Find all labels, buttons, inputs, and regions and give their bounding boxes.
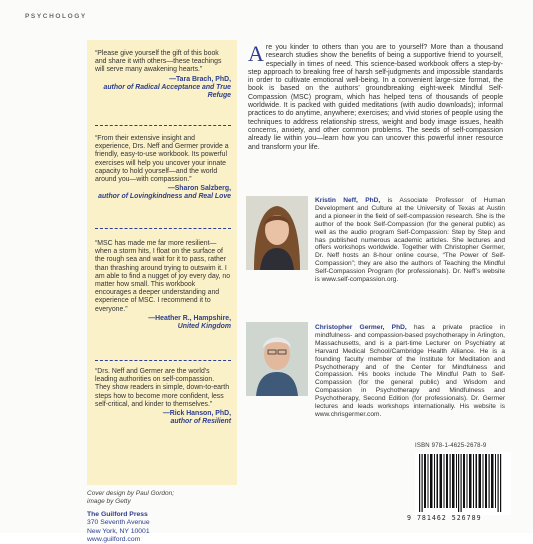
description-text: re you kinder to others than you are to yourself? More than a thousand research studies show the benefits of being a supportive friend to yourself, especially in times of need. This science-based workbook offers a step-by-step approach to breaking free of harsh self-judgments and impossible standards in order to cultivate emotional well-being. In a convenient large-size format, the book is based on the authors’ groundbreaking eight-week Mindful Self-Compassion (MSC) program, which has helped tens of thousands of people worldwide. It is packed with guided meditations (with audio downloads); informal practices to do anytime, anywhere; exercises; and vivid stories of people using the techniques to address relationship stress, weight and body image issues, health concerns, anxiety, and other common problems. The seeds of self-compassion already lie within you—learn how you can uncover this powerful inner resource and transform your life.: [248, 44, 503, 151]
endorsement-quote: [95, 135, 231, 202]
cover-credit-line: Cover design by Paul Gordon;: [87, 490, 175, 497]
author-photo-neff: [246, 196, 308, 270]
isbn-label: ISBN 978-1-4625-2678-9: [415, 443, 487, 449]
quote-attribution: —Sharon Salzberg,: [167, 185, 231, 193]
publisher-name: The Guilford Press: [87, 511, 148, 518]
book-description: [248, 41, 503, 152]
quote-divider: [95, 125, 231, 126]
category-label: PSYCHOLOGY: [25, 13, 87, 20]
cover-credit-line: image by Getty: [87, 498, 131, 505]
quote-attribution-detail: author of Radical Acceptance and True Refuge: [103, 83, 231, 100]
author-bio-text: is Associate Professor of Human Development and Culture at the University of Texas at Austin and a pioneer in the field of self-compassion research. She is the author of the book Self-Compassion (for the general public) as well as the audio program Self-Compassion: Step by Step and has published numerous academic articles. She lectures and offers workshops worldwide. Together with Christopher Germer, Dr. Neff hosts an 8-hour online course, “The Power of Self-Compassion”; they are also the authors of Teaching the Mindful Self-Compassion Program (for professionals). Dr. Neff’s website is www.self-compassion.org.: [315, 197, 505, 284]
author-bio-text: has a private practice in mindfulness- and compassion-based psychotherapy in Arlington, Massachusetts, and is a part-time Lecturer on Psychiatry at Harvard Medical School/Cambridge Health Alliance. He is a founding faculty member of the Institute for Meditation and Psychotherapy and of the Center for Mindfulness and Compassion. His books include The Mindful Path to Self-Compassion (for the general public) and Wisdom and Compassion in Psychotherapy and Mindfulness and Psychotherapy, Second Edition (for professionals). Dr. Germer lectures and leads workshops internationally. His website is www.chrisgermer.com.: [315, 324, 505, 418]
quote-divider: [95, 360, 231, 361]
publisher-url: www.guilford.com: [87, 535, 141, 543]
barcode-number: 9 781462 526789: [407, 514, 482, 522]
endorsement-quote: [95, 240, 231, 331]
author-bio-neff: [315, 197, 505, 284]
quote-divider: [95, 228, 231, 229]
quote-attribution: —Rick Hanson, PhD,: [162, 410, 231, 418]
cover-credit: [87, 490, 174, 506]
publisher-block: [87, 511, 150, 544]
author-name: Christopher Germer, PhD,: [315, 324, 407, 331]
quote-attribution-detail: author of Resilient: [170, 418, 231, 426]
author-photo-germer: [246, 322, 308, 396]
publisher-address: 370 Seventh Avenue: [87, 519, 150, 527]
quote-attribution-detail: author of Lovingkindness and Real Love: [98, 193, 231, 201]
quote-text: “From their extensive insight and experience, Drs. Neff and Germer provide a friendly, easy-to-use workbook. Its powerful exercises will help you uncover your innate capacity to hold yourself—and the world around you—with compassion.”: [95, 135, 229, 184]
publisher-address: New York, NY 10001: [87, 527, 150, 535]
endorsement-quote: [95, 368, 231, 426]
author-bio-germer: [315, 324, 505, 419]
endorsement-quote: [95, 50, 231, 100]
quote-attribution: —Tara Brach, PhD,: [169, 75, 231, 83]
drop-cap: A: [248, 41, 264, 66]
author-name: Kristin Neff, PhD,: [315, 197, 381, 204]
quote-attribution: —Heather R., Hampshire,: [148, 314, 231, 322]
barcode-image: [415, 452, 511, 515]
quote-text: “Please give yourself the gift of this book and share it with others—these teachings will serve many awakening hearts.”: [95, 50, 222, 74]
quote-attribution-detail: United Kingdom: [177, 323, 231, 331]
quote-text: “MSC has made me far more resilient—when a storm hits, I float on the surface of the rough sea and wait for it to pass, rather than thrashing around trying to outswim it. I am able to find a nugget of joy every day, no matter how small. This workbook encourages a deeper understanding and experience of MSC. I recommend it to everyone.”: [95, 240, 231, 313]
quote-text: “Drs. Neff and Germer are the world’s leading authorities on self-compassion. They show readers in simple, down-to-earth steps how to become more confident, less self-critical, and kinder to themselves.”: [95, 368, 230, 408]
